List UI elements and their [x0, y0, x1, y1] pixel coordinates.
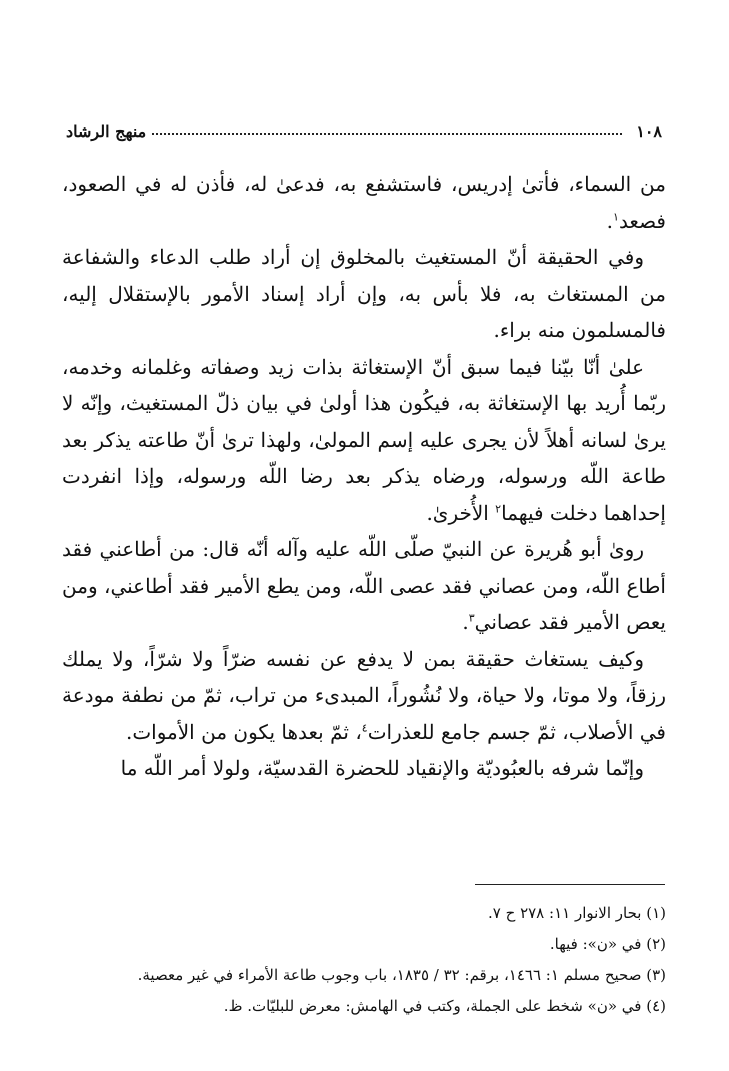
- paragraph-text: وفي الحقيقة أنّ المستغيث بالمخلوق إن أراد طلب الدعاء والشفاعة من المستغاث به، فلا بأس به، وإن أراد إسناد الأمور بالإستقلال إليه، فالمسلمون منه براء.: [62, 245, 666, 342]
- leader-dots: [152, 133, 622, 135]
- paragraph-3: [62, 349, 666, 532]
- main-text: [62, 166, 666, 787]
- footnote-2: (٢) في «ن»: فيها.: [549, 935, 666, 953]
- paragraph-2: [62, 239, 666, 349]
- footnote-4: (٤) في «ن» شخط على الجملة، وكتب في الهامش: معرض للبليّات. ظ.: [223, 997, 666, 1015]
- footnote-marker: ١: [613, 209, 619, 223]
- paragraph-text: علىٰ أنّا بيّنا فيما سبق أنّ الإستغاثة بذات زيد وصفاته وغلمانه وخدمه، ربّما أُريد بها الإستغاثة به، فيكُون هذا أولىٰ في بيان ذلّ المستغيث، وإنّه لا يرىٰ لسانه أهلاً لأن يجرى عليه إسم المولىٰ، ولهذا ترىٰ أنّ طاعته يذكر بعد طاعة اللّه ورسوله، ورضاه يذكر بعد رضا اللّه ورسوله، وإذا انفردت إحداهما دخلت فيهما: [62, 354, 666, 525]
- paragraph-tail: ، ثمّ بعدها يكون من الأموات.: [125, 719, 362, 744]
- footnotes: [62, 898, 666, 1022]
- footnote-3: (٣) صحيح مسلم ١: ١٤٦٦، برقم: ٣٢ / ١٨٣٥، باب وجوب طاعة الأمراء في غير معصية.: [137, 966, 666, 984]
- paragraph-4: [62, 531, 666, 641]
- paragraph-text: روىٰ أبو هُريرة عن النبيّ صلّى اللّه عليه وآله أنّه قال: من أطاعني فقد أطاع اللّه، ومن عصاني فقد عصى اللّه، ومن يطع الأمير فقد أطاعني، ومن يعص الأمير فقد عصاني: [62, 537, 666, 634]
- paragraph-text: وكيف يستغاث حقيقة بمن لا يدفع عن نفسه ضرّاً ولا شرّاً، ولا يملك رزقاً، ولا موتا، ولا حياة، ولا نُشُوراً، المبدىء من تراب، ثمّ من نطفة مودعة في الأصلاب، ثمّ جسم جامع للعذرات: [62, 646, 666, 744]
- paragraph-tail: .: [462, 610, 469, 634]
- paragraph-1: [62, 166, 666, 239]
- paragraph-5: [62, 641, 666, 751]
- running-title: منهج الرشاد: [66, 121, 147, 141]
- running-header: [66, 118, 662, 144]
- page-number: ١٠٨: [636, 121, 662, 141]
- paragraph-text: وإنّما شرفه بالعبُوديّة والإنقياد للحضرة القدسيّة، ولولا أمر اللّه ما: [120, 756, 644, 780]
- paragraph-tail: الأُخرىٰ.: [426, 500, 496, 525]
- footnote-separator: [475, 884, 665, 885]
- paragraph-tail: .: [606, 208, 614, 233]
- paragraph-text: من السماء، فأتىٰ إدريس، فاستشفع به، فدعىٰ له، فأذن له في الصعود، فصعد: [62, 172, 666, 233]
- footnote-marker: ٣: [468, 611, 475, 625]
- footnote-marker: ٢: [495, 501, 502, 515]
- footnote-marker: ٤: [361, 720, 368, 734]
- paragraph-6: [62, 750, 666, 787]
- footnote-1: (١) بحار الانوار ١١: ٢٧٨ ح ٧.: [488, 904, 666, 922]
